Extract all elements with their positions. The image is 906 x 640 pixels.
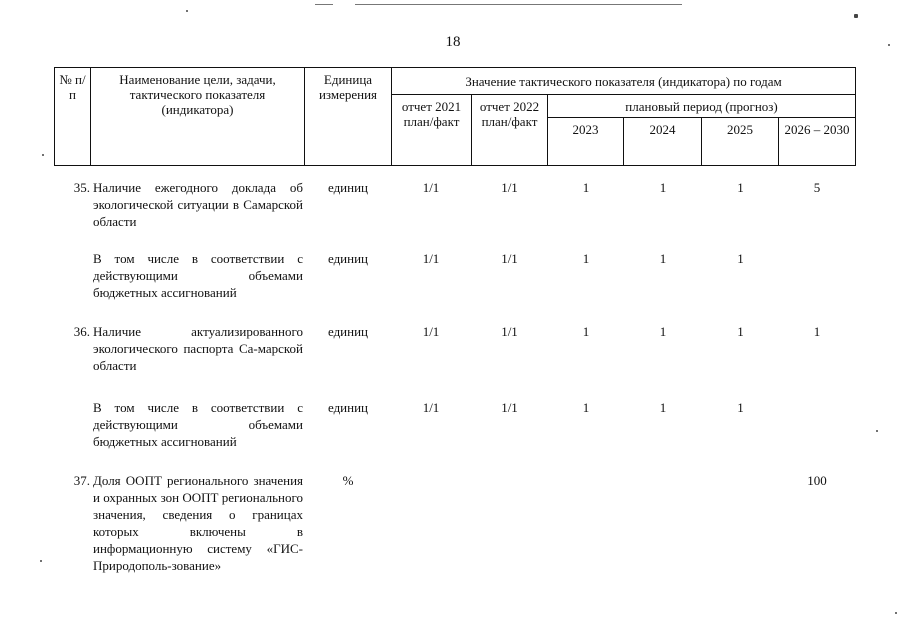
unit-value: % (342, 473, 354, 488)
header-num: № п/п (55, 68, 91, 166)
value-2024: 1 (659, 400, 667, 415)
indicator-name: В том числе в соответствии с действующими объемами бюджетных ассигнований (93, 400, 303, 449)
value-2022: 1/1 (501, 400, 518, 415)
header-unit: Единица измерения (305, 68, 392, 166)
value-2022: 1/1 (501, 324, 518, 339)
value-2025: 1 (737, 251, 744, 266)
indicator-name: Наличие актуализированного экологического паспорта Са-марской области (93, 324, 303, 373)
scan-speck (876, 430, 878, 432)
header-report-2022: отчет 2022 план/факт (472, 95, 548, 166)
table-row (54, 323, 855, 373)
unit-value: единиц (327, 180, 369, 195)
header-year-2025: 2025 (702, 118, 779, 166)
indicator-table-header (54, 67, 856, 166)
indicator-name: Наличие ежегодного доклада об экологической ситуации в Самарской области (93, 180, 303, 229)
value-2023: 1 (582, 251, 590, 266)
value-2026-2030: 5 (813, 180, 821, 195)
table-row (54, 399, 855, 449)
table-row (54, 179, 855, 229)
scan-speck (40, 560, 42, 562)
scan-speck (895, 612, 897, 614)
value-2025: 1 (737, 324, 744, 339)
indicator-name: Доля ООПТ регионального значения и охранных зон ООПТ регионального значения, сведения о границах которых включены в информационную систему «ГИС-Природополь-зование» (93, 473, 303, 573)
scan-artifact-line (315, 4, 333, 5)
value-2025: 1 (737, 180, 744, 195)
table-row (54, 250, 855, 300)
unit-value: единиц (327, 251, 369, 266)
header-name: Наименование цели, задачи, тактического показателя (индикатора) (91, 68, 305, 166)
header-report-2021: отчет 2021 план/факт (392, 95, 472, 166)
header-year-2026-2030: 2026 – 2030 (779, 118, 856, 166)
value-2023: 1 (582, 180, 590, 195)
value-2026-2030: 1 (813, 324, 821, 339)
value-2022: 1/1 (501, 180, 518, 195)
value-2024: 1 (659, 180, 667, 195)
value-2024: 1 (659, 251, 667, 266)
header-year-2023: 2023 (548, 118, 624, 166)
value-2023: 1 (582, 400, 590, 415)
table-row (54, 472, 855, 573)
scan-speck (42, 154, 44, 156)
value-2025: 1 (737, 400, 744, 415)
value-2024: 1 (659, 324, 667, 339)
scan-artifact-line (355, 4, 682, 5)
page-number: 18 (445, 34, 461, 50)
value-2026-2030: 100 (807, 473, 827, 488)
value-2021: 1/1 (422, 251, 440, 266)
value-2021: 1/1 (422, 180, 440, 195)
unit-value: единиц (327, 400, 369, 415)
value-2021: 1/1 (422, 400, 440, 415)
indicator-name: В том числе в соответствии с действующими объемами бюджетных ассигнований (93, 251, 303, 300)
value-2023: 1 (582, 324, 590, 339)
header-year-2024: 2024 (624, 118, 702, 166)
unit-value: единиц (327, 324, 369, 339)
row-number: 37. (73, 473, 90, 488)
header-values: Значение тактического показателя (индикатора) по годам (392, 68, 856, 95)
value-2022: 1/1 (501, 251, 518, 266)
value-2021: 1/1 (422, 324, 440, 339)
row-number: 36. (73, 324, 90, 339)
scan-speck (854, 14, 858, 18)
scan-speck (186, 10, 188, 12)
row-number: 35. (73, 180, 90, 195)
header-plan-period: плановый период (прогноз) (548, 95, 856, 118)
